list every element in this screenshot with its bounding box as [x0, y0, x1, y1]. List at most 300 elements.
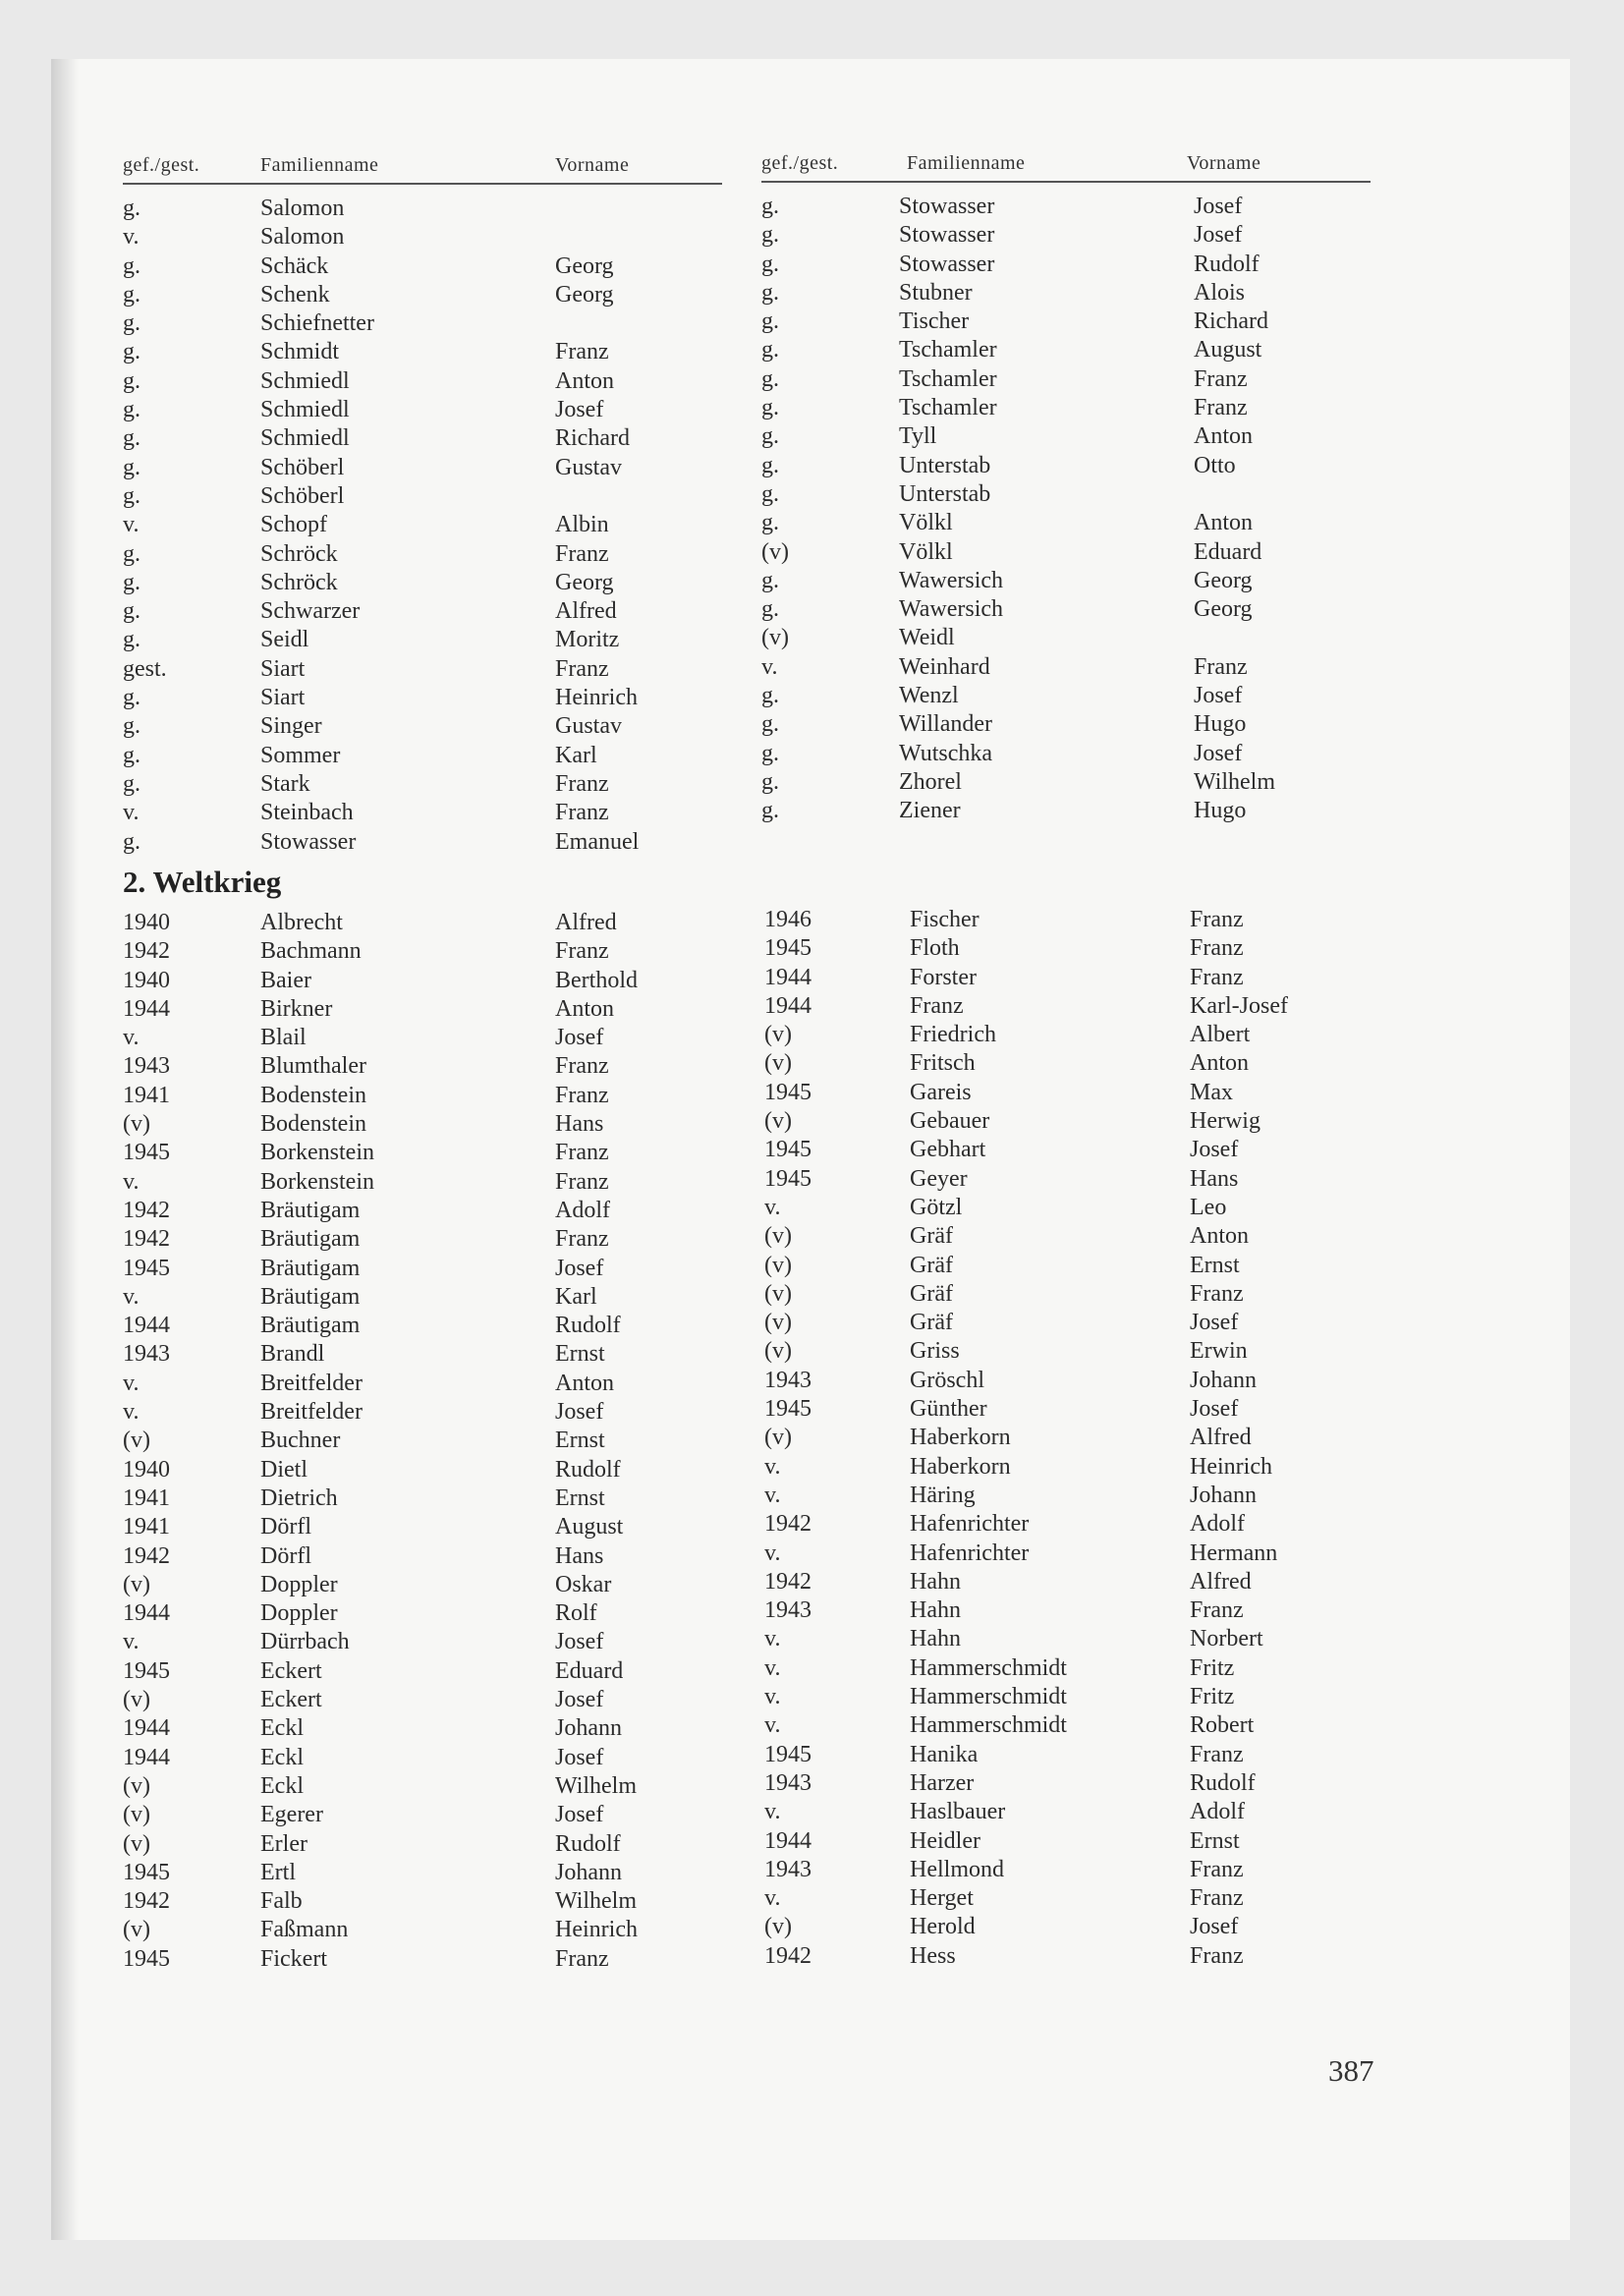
- entry-surname: Wutschka: [899, 740, 993, 766]
- list-row: [123, 511, 722, 539]
- entry-firstname: Franz: [1190, 1856, 1244, 1882]
- entry-firstname: Rudolf: [1190, 1769, 1256, 1796]
- list-row: [764, 1021, 1337, 1049]
- list-row: [764, 1107, 1337, 1136]
- entry-firstname: Albert: [1190, 1022, 1251, 1048]
- entry-firstname: Franz: [555, 1082, 609, 1108]
- list-row: [764, 1856, 1337, 1884]
- entry-surname: Tischer: [899, 308, 970, 335]
- entry-status: g.: [761, 683, 779, 709]
- entry-status: g.: [761, 567, 779, 593]
- entry-status: g.: [123, 598, 140, 625]
- list-row: [123, 1139, 702, 1167]
- entry-firstname: Robert: [1190, 1712, 1255, 1739]
- entry-surname: Falb: [260, 1888, 303, 1915]
- entry-status: (v): [764, 1022, 792, 1048]
- entry-surname: Bräutigam: [260, 1255, 361, 1281]
- entry-firstname: Josef: [555, 1399, 604, 1426]
- list-row: [764, 1337, 1337, 1366]
- entry-firstname: Fritz: [1190, 1684, 1235, 1710]
- entry-surname: Gröschl: [910, 1367, 984, 1393]
- entry-status: g.: [123, 713, 140, 740]
- entry-status: (v): [764, 1223, 792, 1250]
- list-row: [123, 396, 722, 424]
- entry-surname: Stowasser: [899, 251, 995, 277]
- list-row: [761, 768, 1371, 797]
- entry-firstname: Heinrich: [555, 685, 638, 711]
- entry-status: 1940: [123, 967, 170, 993]
- entry-firstname: Georg: [1194, 596, 1253, 623]
- list-row: [761, 422, 1371, 451]
- entry-surname: Sommer: [260, 742, 341, 768]
- entry-surname: Singer: [260, 713, 322, 740]
- entry-surname: Tschamler: [899, 337, 997, 364]
- entry-surname: Stowasser: [899, 222, 995, 249]
- entry-surname: Schöberl: [260, 454, 345, 480]
- entry-status: 1942: [764, 1942, 812, 1969]
- entry-firstname: Georg: [1194, 567, 1253, 593]
- entry-surname: Eckl: [260, 1744, 304, 1770]
- list-row: [123, 712, 722, 741]
- entry-status: (v): [123, 1571, 150, 1597]
- list-row: [764, 1540, 1337, 1568]
- list-row: [761, 193, 1371, 221]
- entry-surname: Ertl: [260, 1859, 296, 1885]
- list-row: [123, 1859, 702, 1887]
- entry-firstname: Josef: [555, 1744, 604, 1770]
- entry-firstname: Josef: [555, 1255, 604, 1281]
- entry-surname: Schröck: [260, 540, 338, 567]
- entry-surname: Gräf: [910, 1252, 953, 1278]
- entry-surname: Hafenrichter: [910, 1511, 1030, 1538]
- entry-firstname: Eduard: [1194, 538, 1262, 565]
- entry-surname: Dietl: [260, 1456, 308, 1483]
- entry-firstname: Johann: [555, 1715, 622, 1742]
- entry-status: 1943: [764, 1367, 812, 1393]
- entry-firstname: Hans: [555, 1111, 604, 1138]
- entry-surname: Eckert: [260, 1657, 322, 1684]
- ww1-right-column: [761, 145, 1371, 826]
- entry-firstname: Hermann: [1190, 1540, 1278, 1566]
- list-row: [123, 1456, 702, 1484]
- entry-firstname: Rolf: [555, 1600, 597, 1627]
- entry-firstname: Josef: [555, 1687, 604, 1713]
- entry-firstname: Richard: [555, 425, 630, 452]
- page-number: 387: [1328, 2053, 1374, 2088]
- ww2-left-list: [123, 909, 702, 1974]
- entry-firstname: Anton: [555, 367, 614, 394]
- entry-firstname: August: [555, 1514, 624, 1540]
- entry-status: v.: [764, 1482, 781, 1508]
- entry-surname: Dörfl: [260, 1514, 311, 1540]
- entry-surname: Hammerschmidt: [910, 1654, 1067, 1681]
- entry-firstname: Josef: [555, 1802, 604, 1828]
- list-row: [761, 251, 1371, 279]
- entry-status: v.: [123, 512, 140, 538]
- list-row: [764, 1165, 1337, 1194]
- list-row: [764, 1625, 1337, 1653]
- entry-status: 1941: [123, 1082, 170, 1108]
- entry-surname: Hahn: [910, 1597, 961, 1624]
- entry-status: (v): [764, 1914, 792, 1940]
- list-row: [123, 1887, 702, 1916]
- entry-firstname: Franz: [555, 770, 609, 797]
- entry-status: g.: [761, 740, 779, 766]
- entry-status: v.: [123, 1283, 140, 1310]
- entry-status: (v): [764, 1338, 792, 1365]
- entry-status: g.: [761, 510, 779, 536]
- entry-firstname: Ernst: [1190, 1252, 1240, 1278]
- entry-surname: Harzer: [910, 1769, 975, 1796]
- list-row: [764, 1884, 1337, 1913]
- entry-status: 1944: [123, 1744, 170, 1770]
- ww1-right-list: [761, 193, 1371, 826]
- header-status: gef./gest.: [761, 152, 839, 174]
- entry-firstname: Adolf: [1190, 1799, 1245, 1825]
- entry-surname: Schmiedl: [260, 367, 350, 394]
- entry-status: g.: [123, 742, 140, 768]
- list-row: [123, 223, 722, 252]
- list-row: [761, 509, 1371, 537]
- entry-surname: Gräf: [910, 1280, 953, 1307]
- header-surname: Familienname: [907, 152, 1026, 174]
- entry-status: 1945: [764, 1079, 812, 1105]
- list-row: [764, 1453, 1337, 1482]
- entry-status: 1945: [123, 1657, 170, 1684]
- entry-firstname: August: [1194, 337, 1262, 364]
- list-row: [123, 1370, 702, 1398]
- entry-status: v.: [764, 1626, 781, 1652]
- entry-firstname: Franz: [1190, 935, 1244, 962]
- entry-firstname: Ernst: [555, 1341, 605, 1368]
- entry-status: 1942: [123, 1226, 170, 1253]
- entry-status: (v): [764, 1425, 792, 1451]
- entry-firstname: Franz: [1194, 365, 1248, 392]
- entry-surname: Breitfelder: [260, 1370, 363, 1396]
- list-row: [764, 964, 1337, 992]
- entry-firstname: Franz: [1190, 907, 1244, 932]
- entry-surname: Erler: [260, 1830, 308, 1857]
- list-row: [123, 1714, 702, 1743]
- entry-status: 1942: [764, 1511, 812, 1538]
- entry-surname: Friedrich: [910, 1022, 996, 1048]
- column-header: [123, 147, 722, 177]
- list-row: [123, 626, 722, 654]
- entry-status: g.: [761, 395, 779, 421]
- entry-status: v.: [764, 1712, 781, 1739]
- list-row: [123, 309, 722, 338]
- entry-surname: Seidl: [260, 627, 309, 653]
- entry-status: v.: [123, 1629, 140, 1655]
- entry-status: v.: [123, 1370, 140, 1396]
- entry-status: g.: [761, 194, 779, 219]
- entry-firstname: Franz: [1190, 964, 1244, 990]
- entry-surname: Geyer: [910, 1165, 968, 1192]
- entry-surname: Gräf: [910, 1223, 953, 1250]
- entry-firstname: Josef: [1194, 740, 1243, 766]
- entry-surname: Siart: [260, 655, 306, 682]
- entry-firstname: Richard: [1194, 308, 1268, 335]
- entry-status: 1944: [123, 1600, 170, 1627]
- entry-status: (v): [123, 1802, 150, 1828]
- entry-surname: Schröck: [260, 569, 338, 595]
- entry-surname: Eckl: [260, 1772, 304, 1799]
- entry-status: gest.: [123, 655, 167, 682]
- list-row: [764, 1049, 1337, 1078]
- header-status: gef./gest.: [123, 154, 200, 176]
- entry-firstname: Anton: [1194, 423, 1253, 450]
- entry-surname: Gebauer: [910, 1108, 990, 1135]
- entry-surname: Schwarzer: [260, 598, 361, 625]
- entry-firstname: Franz: [555, 655, 609, 682]
- entry-status: g.: [123, 425, 140, 452]
- list-row: [761, 740, 1371, 768]
- ww2-right-list: [764, 906, 1337, 1971]
- entry-status: g.: [123, 196, 140, 221]
- list-row: [761, 336, 1371, 364]
- entry-status: (v): [761, 538, 789, 565]
- entry-status: (v): [764, 1050, 792, 1077]
- ww2-left-column: [123, 909, 702, 1974]
- entry-status: g.: [761, 711, 779, 738]
- entry-surname: Gräf: [910, 1310, 953, 1336]
- list-row: [764, 1194, 1337, 1222]
- entry-firstname: Alfred: [1190, 1425, 1252, 1451]
- entry-surname: Schmiedl: [260, 397, 350, 423]
- list-row: [761, 452, 1371, 480]
- entry-status: v.: [764, 1684, 781, 1710]
- list-row: [764, 1136, 1337, 1164]
- list-row: [761, 653, 1371, 682]
- entry-surname: Siart: [260, 685, 306, 711]
- entry-status: v.: [764, 1654, 781, 1681]
- list-row: [123, 909, 702, 937]
- entry-status: 1945: [123, 1859, 170, 1885]
- entry-firstname: Karl: [555, 742, 597, 768]
- entry-surname: Borkenstein: [260, 1168, 374, 1195]
- list-row: [764, 1222, 1337, 1251]
- entry-firstname: Adolf: [555, 1197, 610, 1223]
- entry-surname: Buchner: [260, 1428, 341, 1454]
- entry-status: (v): [764, 1108, 792, 1135]
- entry-surname: Fickert: [260, 1945, 327, 1972]
- entry-status: 1943: [123, 1341, 170, 1368]
- entry-firstname: Rudolf: [555, 1456, 621, 1483]
- ww1-left-column: [123, 147, 722, 857]
- list-row: [123, 597, 722, 626]
- list-row: [123, 1484, 702, 1513]
- entry-status: g.: [123, 281, 140, 308]
- entry-surname: Günther: [910, 1396, 987, 1423]
- page-edge-shadow: [51, 59, 79, 2240]
- list-row: [764, 1942, 1337, 1971]
- entry-surname: Stowasser: [899, 194, 995, 219]
- list-row: [123, 1255, 702, 1283]
- list-row: [764, 1367, 1337, 1395]
- column-header: [761, 145, 1371, 175]
- list-row: [764, 1741, 1337, 1769]
- entry-surname: Hahn: [910, 1626, 961, 1652]
- list-row: [764, 934, 1337, 963]
- entry-firstname: Anton: [555, 1370, 614, 1396]
- entry-status: g.: [761, 798, 779, 824]
- entry-status: v.: [764, 1885, 781, 1912]
- entry-status: 1943: [764, 1769, 812, 1796]
- entry-status: v.: [123, 800, 140, 826]
- entry-status: 1940: [123, 910, 170, 935]
- entry-firstname: Georg: [555, 569, 614, 595]
- entry-firstname: Franz: [555, 1226, 609, 1253]
- ww1-left-list: [123, 195, 722, 857]
- entry-status: v.: [123, 224, 140, 251]
- entry-surname: Weidl: [899, 625, 955, 651]
- entry-status: g.: [123, 397, 140, 423]
- list-row: [764, 1683, 1337, 1711]
- entry-firstname: Wilhelm: [555, 1888, 638, 1915]
- list-row: [764, 1510, 1337, 1539]
- entry-status: g.: [123, 310, 140, 337]
- entry-firstname: [1194, 480, 1341, 509]
- list-row: [123, 995, 702, 1024]
- list-row: [764, 1798, 1337, 1826]
- entry-firstname: Johann: [1190, 1482, 1257, 1508]
- list-row: [123, 770, 722, 799]
- entry-surname: Schopf: [260, 512, 327, 538]
- entry-status: 1943: [123, 1053, 170, 1080]
- entry-surname: Wawersich: [899, 596, 1004, 623]
- entry-surname: Wawersich: [899, 567, 1004, 593]
- entry-firstname: Johann: [555, 1859, 622, 1885]
- entry-status: 1946: [764, 907, 812, 932]
- entry-status: v.: [764, 1453, 781, 1480]
- entry-firstname: Rudolf: [555, 1830, 621, 1857]
- entry-surname: Eckl: [260, 1715, 304, 1742]
- entry-surname: Wenzl: [899, 683, 959, 709]
- entry-status: 1942: [123, 938, 170, 965]
- entry-surname: Borkenstein: [260, 1140, 374, 1166]
- entry-surname: Forster: [910, 964, 977, 990]
- entry-status: 1944: [123, 1313, 170, 1339]
- entry-status: g.: [123, 454, 140, 480]
- entry-status: g.: [761, 222, 779, 249]
- list-row: [764, 1568, 1337, 1596]
- entry-surname: Birkner: [260, 995, 333, 1022]
- entry-status: (v): [764, 1280, 792, 1307]
- list-row: [123, 1571, 702, 1599]
- entry-firstname: Franz: [555, 540, 609, 567]
- entry-firstname: Josef: [1194, 194, 1243, 219]
- list-row: [123, 1599, 702, 1628]
- entry-surname: Häring: [910, 1482, 976, 1508]
- list-row: [764, 1482, 1337, 1510]
- ww2-right-column: [764, 906, 1337, 1971]
- entry-firstname: Josef: [1190, 1914, 1239, 1940]
- entry-firstname: Eduard: [555, 1657, 624, 1684]
- list-row: [123, 1225, 702, 1254]
- entry-status: 1942: [764, 1568, 812, 1595]
- entry-firstname: [555, 309, 702, 338]
- entry-firstname: Franz: [1194, 395, 1248, 421]
- header-rule: [123, 183, 722, 185]
- entry-firstname: Karl: [555, 1283, 597, 1310]
- entry-status: 1941: [123, 1484, 170, 1511]
- entry-firstname: Emanuel: [555, 828, 640, 855]
- entry-surname: Steinbach: [260, 800, 354, 826]
- entry-status: g.: [761, 279, 779, 306]
- entry-firstname: Erwin: [1190, 1338, 1248, 1365]
- list-row: [123, 1340, 702, 1369]
- entry-surname: Bachmann: [260, 938, 362, 965]
- entry-firstname: Hans: [555, 1542, 604, 1569]
- entry-status: g.: [761, 337, 779, 364]
- entry-firstname: Josef: [555, 1025, 604, 1051]
- entry-surname: Baier: [260, 967, 311, 993]
- entry-surname: Stark: [260, 770, 310, 797]
- list-row: [123, 799, 722, 827]
- list-row: [123, 367, 722, 396]
- entry-surname: Zhorel: [899, 768, 962, 795]
- entry-status: v.: [123, 1399, 140, 1426]
- entry-firstname: Franz: [555, 1945, 609, 1972]
- entry-firstname: Johann: [1190, 1367, 1257, 1393]
- entry-firstname: Ernst: [1190, 1827, 1240, 1854]
- entry-status: 1942: [123, 1197, 170, 1223]
- list-row: [123, 1024, 702, 1052]
- entry-status: 1945: [764, 1396, 812, 1423]
- list-row: [761, 394, 1371, 422]
- entry-firstname: Alfred: [1190, 1568, 1252, 1595]
- entry-surname: Weinhard: [899, 653, 990, 680]
- list-row: [123, 1513, 702, 1541]
- section-title: 2. Weltkrieg: [123, 865, 282, 899]
- entry-firstname: Franz: [1190, 1741, 1244, 1767]
- list-row: [123, 569, 722, 597]
- entry-firstname: Heinrich: [1190, 1453, 1272, 1480]
- entry-status: v.: [123, 1025, 140, 1051]
- entry-surname: Bräutigam: [260, 1313, 361, 1339]
- entry-firstname: Josef: [1190, 1310, 1239, 1336]
- entry-status: 1945: [764, 1137, 812, 1163]
- entry-firstname: [555, 195, 702, 223]
- entry-status: 1944: [123, 1715, 170, 1742]
- entry-surname: Hahn: [910, 1568, 961, 1595]
- entry-firstname: Josef: [555, 397, 604, 423]
- list-row: [123, 1916, 702, 1944]
- list-row: [761, 538, 1371, 567]
- entry-status: (v): [761, 625, 789, 651]
- entry-firstname: Gustav: [555, 713, 622, 740]
- entry-status: (v): [123, 1772, 150, 1799]
- list-row: [123, 1168, 702, 1197]
- entry-status: g.: [123, 339, 140, 365]
- entry-surname: Gebhart: [910, 1137, 986, 1163]
- entry-firstname: Alfred: [555, 910, 617, 935]
- entry-status: (v): [764, 1310, 792, 1336]
- entry-surname: Gareis: [910, 1079, 972, 1105]
- entry-status: g.: [123, 569, 140, 595]
- entry-surname: Heidler: [910, 1827, 980, 1854]
- entry-surname: Hammerschmidt: [910, 1712, 1067, 1739]
- list-row: [123, 1744, 702, 1772]
- entry-status: g.: [123, 252, 140, 279]
- list-row: [123, 454, 722, 482]
- entry-firstname: Adolf: [1190, 1511, 1245, 1538]
- entry-surname: Faßmann: [260, 1917, 349, 1943]
- entry-firstname: Anton: [555, 995, 614, 1022]
- list-row: [761, 682, 1371, 710]
- entry-firstname: [1194, 624, 1341, 652]
- list-row: [761, 221, 1371, 250]
